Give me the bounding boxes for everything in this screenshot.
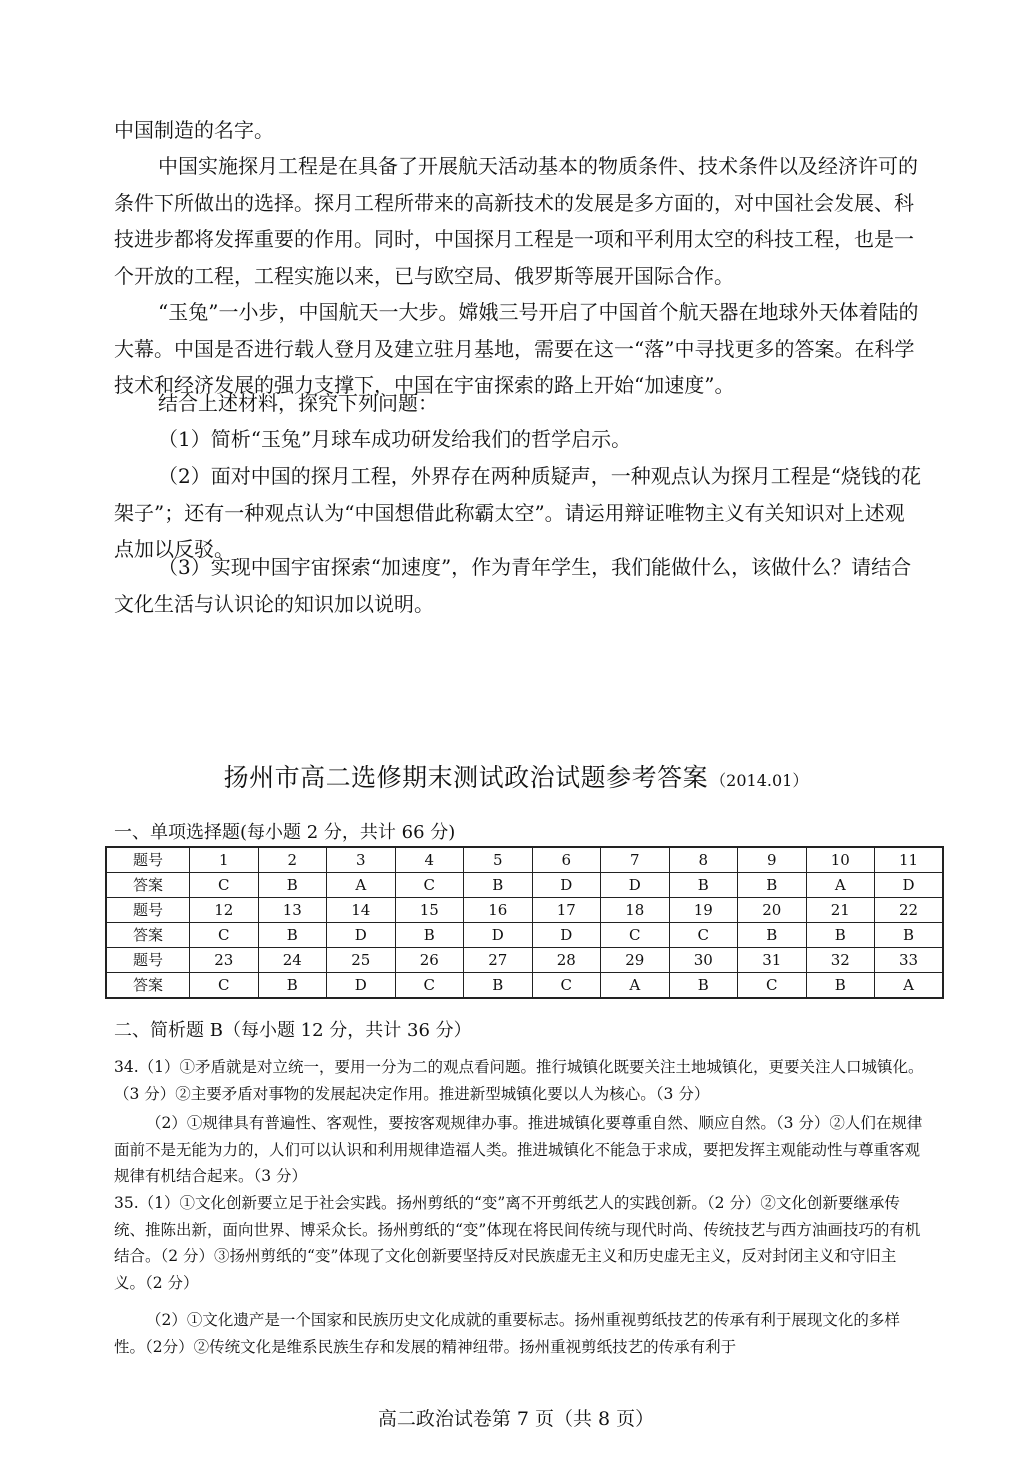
answer-row [106,973,943,999]
question-number-cell: 11 [875,847,944,873]
answer-cell: B [258,923,327,948]
question-number-cell: 27 [464,948,533,973]
question-number-cell: 20 [738,898,807,923]
answer-cell: B [738,873,807,898]
answer-cell: C [190,873,259,898]
question-number-cell: 26 [395,948,464,973]
question-number-cell: 19 [669,898,738,923]
answer-34-part-1: 34.（1）①矛盾就是对立统一，要用一分为二的观点看问题。推行城镇化既要关注土地城镇化，更要关注人口城镇化。（3 分）②主要矛盾对事物的发展起决定作用。推进新型城镇化要以人为核心。（3 分） [114,1058,924,1103]
row-header-answer: 答案 [106,873,190,898]
answer-cell: D [875,873,944,898]
answer-key-heading [0,758,1032,794]
answer-cell: C [395,873,464,898]
answer-row [106,923,943,948]
row-header-question: 题号 [106,898,190,923]
question-number-cell: 6 [532,847,601,873]
answer-cell: C [532,973,601,999]
answer-cell: C [669,923,738,948]
question-number-cell: 21 [806,898,875,923]
answer-cell: B [806,923,875,948]
question-2: （2）面对中国的探月工程，外界存在两种质疑声，一种观点认为探月工程是“烧钱的花架子”；还有一种观点认为“中国想借此称霸太空”。请运用辩证唯物主义有关知识对上述观点加以反驳。 [114,464,921,561]
answer-cell: B [464,873,533,898]
row-header-question: 题号 [106,847,190,873]
question-number-cell: 22 [875,898,944,923]
row-header-answer: 答案 [106,923,190,948]
row-header-answer: 答案 [106,973,190,999]
answer-cell: C [395,973,464,999]
question-number-cell: 7 [601,847,670,873]
question-prompt: 结合上述材料，探究下列问题： [158,391,438,415]
question-1: （1）简析“玉兔”月球车成功研发给我们的哲学启示。 [158,427,632,451]
answer-cell: C [190,923,259,948]
question-number-cell: 28 [532,948,601,973]
section-1-heading: 一、单项选择题(每小题 2 分，共计 66 分) [114,822,456,843]
answer-row [106,873,943,898]
row-header-question: 题号 [106,948,190,973]
question-number-cell: 4 [395,847,464,873]
question-number-cell: 32 [806,948,875,973]
material-line0: 中国制造的名字。 [114,118,274,142]
answer-cell: D [327,923,396,948]
question-number-cell: 9 [738,847,807,873]
answer-cell: D [601,873,670,898]
question-number-cell: 3 [327,847,396,873]
question-number-cell: 2 [258,847,327,873]
answer-cell: A [806,873,875,898]
answer-cell: A [875,973,944,999]
answer-35-part-1: 35.（1）①文化创新要立足于社会实践。扬州剪纸的“变”离不开剪纸艺人的实践创新。（2 分）②文化创新要继承传统、推陈出新，面向世界、博采众长。扬州剪纸的“变”体现在将民间传统与现代时尚、传统技艺与西方油画技巧的有机结合。（2 分）③扬州剪纸的“变”体现了文化创新要坚持反对民族虚无主义和历史虚无主义，反对封闭主义和守旧主义。（2 分） [114,1194,921,1292]
question-number-cell: 12 [190,898,259,923]
answer-cell: B [806,973,875,999]
question-number-cell: 15 [395,898,464,923]
answer-key-date: （2014.01） [710,771,809,790]
question-number-cell: 16 [464,898,533,923]
answer-cell: B [258,973,327,999]
question-number-cell: 1 [190,847,259,873]
answer-cell: B [395,923,464,948]
question-number-cell: 14 [327,898,396,923]
answer-cell: D [532,873,601,898]
answer-cell: D [327,973,396,999]
question-number-cell: 30 [669,948,738,973]
answer-table [105,846,944,999]
question-number-cell: 17 [532,898,601,923]
question-number-row [106,847,943,873]
answer-cell: B [669,973,738,999]
question-number-cell: 23 [190,948,259,973]
answer-cell: C [190,973,259,999]
answer-cell: B [669,873,738,898]
question-number-cell: 13 [258,898,327,923]
answer-cell: B [875,923,944,948]
answer-key-title: 扬州市高二选修期末测试政治试题参考答案 [223,763,709,792]
material-paragraph-1: 中国实施探月工程是在具备了开展航天活动基本的物质条件、技术条件以及经济许可的条件下所做出的选择。探月工程所带来的高新技术的发展是多方面的，对中国社会发展、科技进步都将发挥重要的作用。同时，中国探月工程是一项和平利用太空的科技工程，也是一个开放的工程，工程实施以来，已与欧空局、俄罗斯等展开国际合作。 [114,154,918,288]
question-number-cell: 10 [806,847,875,873]
question-number-row [106,898,943,923]
answer-cell: C [738,973,807,999]
answer-cell: B [464,973,533,999]
answer-cell: B [258,873,327,898]
page-footer: 高二政治试卷第 7 页（共 8 页） [377,1408,655,1430]
answer-cell: C [601,923,670,948]
question-number-row [106,948,943,973]
question-number-cell: 31 [738,948,807,973]
answer-cell: A [327,873,396,898]
section-2-heading: 二、简析题 B（每小题 12 分，共计 36 分） [114,1020,472,1041]
material-paragraph-2: “玉兔”一小步，中国航天一大步。嫦娥三号开启了中国首个航天器在地球外天体着陆的大幕。中国是否进行载人登月及建立驻月基地，需要在这一“落”中寻找更多的答案。在科学技术和经济发展的强力支撑下，中国在宇宙探索的路上开始“加速度”。 [114,300,919,397]
question-number-cell: 18 [601,898,670,923]
answer-35-part-2: （2）①文化遗产是一个国家和民族历史文化成就的重要标志。扬州重视剪纸技艺的传承有利于展现文化的多样性。（2分）②传统文化是维系民族生存和发展的精神纽带。扬州重视剪纸技艺的传承有利于 [114,1311,900,1356]
answer-cell: D [532,923,601,948]
answer-34-part-2: （2）①规律具有普遍性、客观性，要按客观规律办事。推进城镇化要尊重自然、顺应自然。（3 分）②人们在规律面前不是无能为力的，人们可以认识和利用规律造福人类。推进城镇化不能急于求成，要把发挥主观能动性与尊重客观规律有机结合起来。（3 分） [114,1114,923,1185]
answer-cell: B [738,923,807,948]
question-3: （3）实现中国宇宙探索“加速度”，作为青年学生，我们能做什么，该做什么？请结合文化生活与认识论的知识加以说明。 [114,555,912,616]
answer-cell: D [464,923,533,948]
question-number-cell: 25 [327,948,396,973]
answer-cell: A [601,973,670,999]
question-number-cell: 8 [669,847,738,873]
question-number-cell: 5 [464,847,533,873]
question-number-cell: 24 [258,948,327,973]
question-number-cell: 33 [875,948,944,973]
question-number-cell: 29 [601,948,670,973]
